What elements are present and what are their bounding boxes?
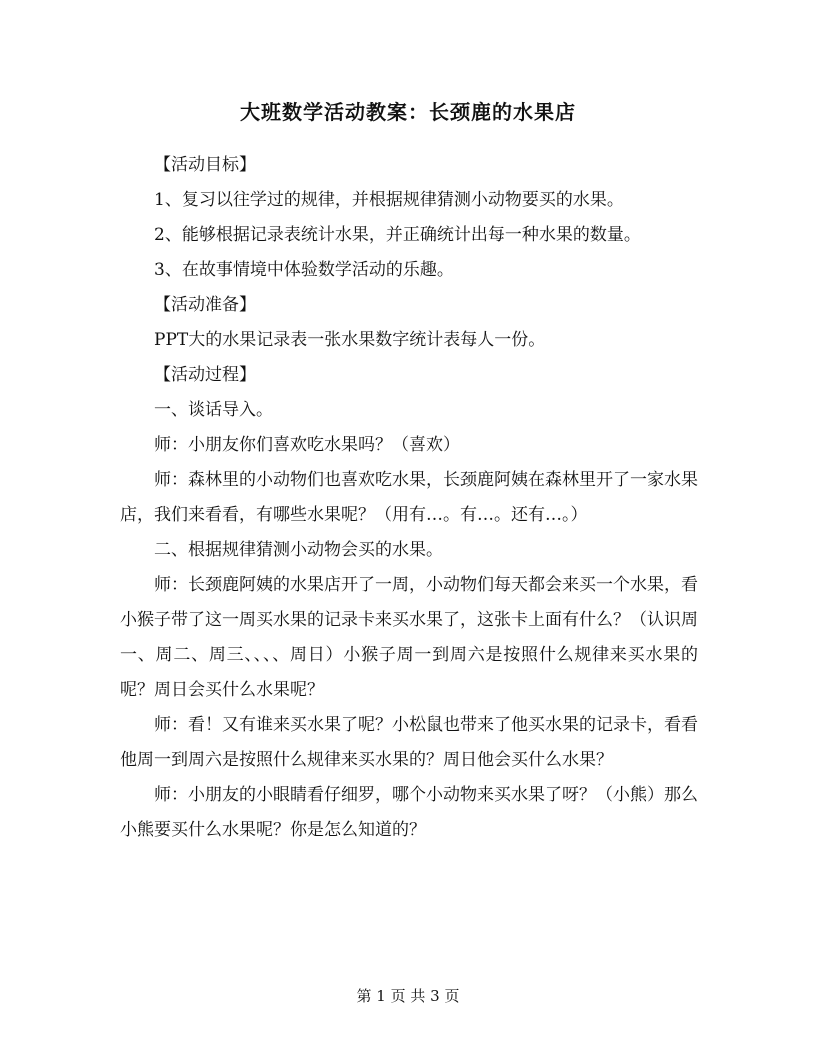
preparation-text: PPT大的水果记录表一张水果数字统计表每人一份。 — [154, 330, 546, 350]
section-heading-objectives: 【活动目标】 — [154, 155, 256, 175]
objective-1: 1、复习以往学过的规律，并根据规律猜测小动物要买的水果。 — [154, 190, 624, 210]
objective-2: 2、能够根据记录表统计水果，并正确统计出每一种水果的数量。 — [154, 225, 641, 245]
page-number-footer: 第 1 页 共 3 页 — [356, 987, 460, 1005]
dialogue-paragraph: 师：小朋友你们喜欢吃水果吗？（喜欢） — [154, 435, 460, 455]
section-heading-process: 【活动过程】 — [154, 365, 256, 385]
dialogue-paragraph: 师：森林里的小动物们也喜欢吃水果，长颈鹿阿姨在森林里开了一家水果店，我们来看看，有哪些水果呢？（用有…。有…。还有…。） — [120, 470, 698, 525]
document-body — [120, 148, 698, 848]
process-step-2-heading: 二、根据规律猜测小动物会买的水果。 — [154, 540, 443, 560]
process-step-1-heading: 一、谈话导入。 — [154, 400, 273, 420]
objective-3: 3、在故事情境中体验数学活动的乐趣。 — [154, 260, 454, 280]
section-heading-preparation: 【活动准备】 — [154, 295, 256, 315]
dialogue-paragraph: 师：看！又有谁来买水果了呢？小松鼠也带来了他买水果的记录卡，看看他周一到周六是按照什么规律来买水果的？周日他会买什么水果？ — [120, 715, 698, 770]
document-title: 大班数学活动教案：长颈鹿的水果店 — [240, 100, 576, 124]
dialogue-paragraph: 师：长颈鹿阿姨的水果店开了一周，小动物们每天都会来买一个水果，看小猴子带了这一周买水果的记录卡来买水果了，这张卡上面有什么？（认识周一、周二、周三、、、、周日）小猴子周一到周六是按照什么规律来买水果的呢？周日会买什么水果呢？ — [120, 575, 698, 700]
dialogue-paragraph: 师：小朋友的小眼睛看仔细罗，哪个小动物来买水果了呀？（小熊）那么小熊要买什么水果呢？你是怎么知道的？ — [120, 785, 698, 840]
